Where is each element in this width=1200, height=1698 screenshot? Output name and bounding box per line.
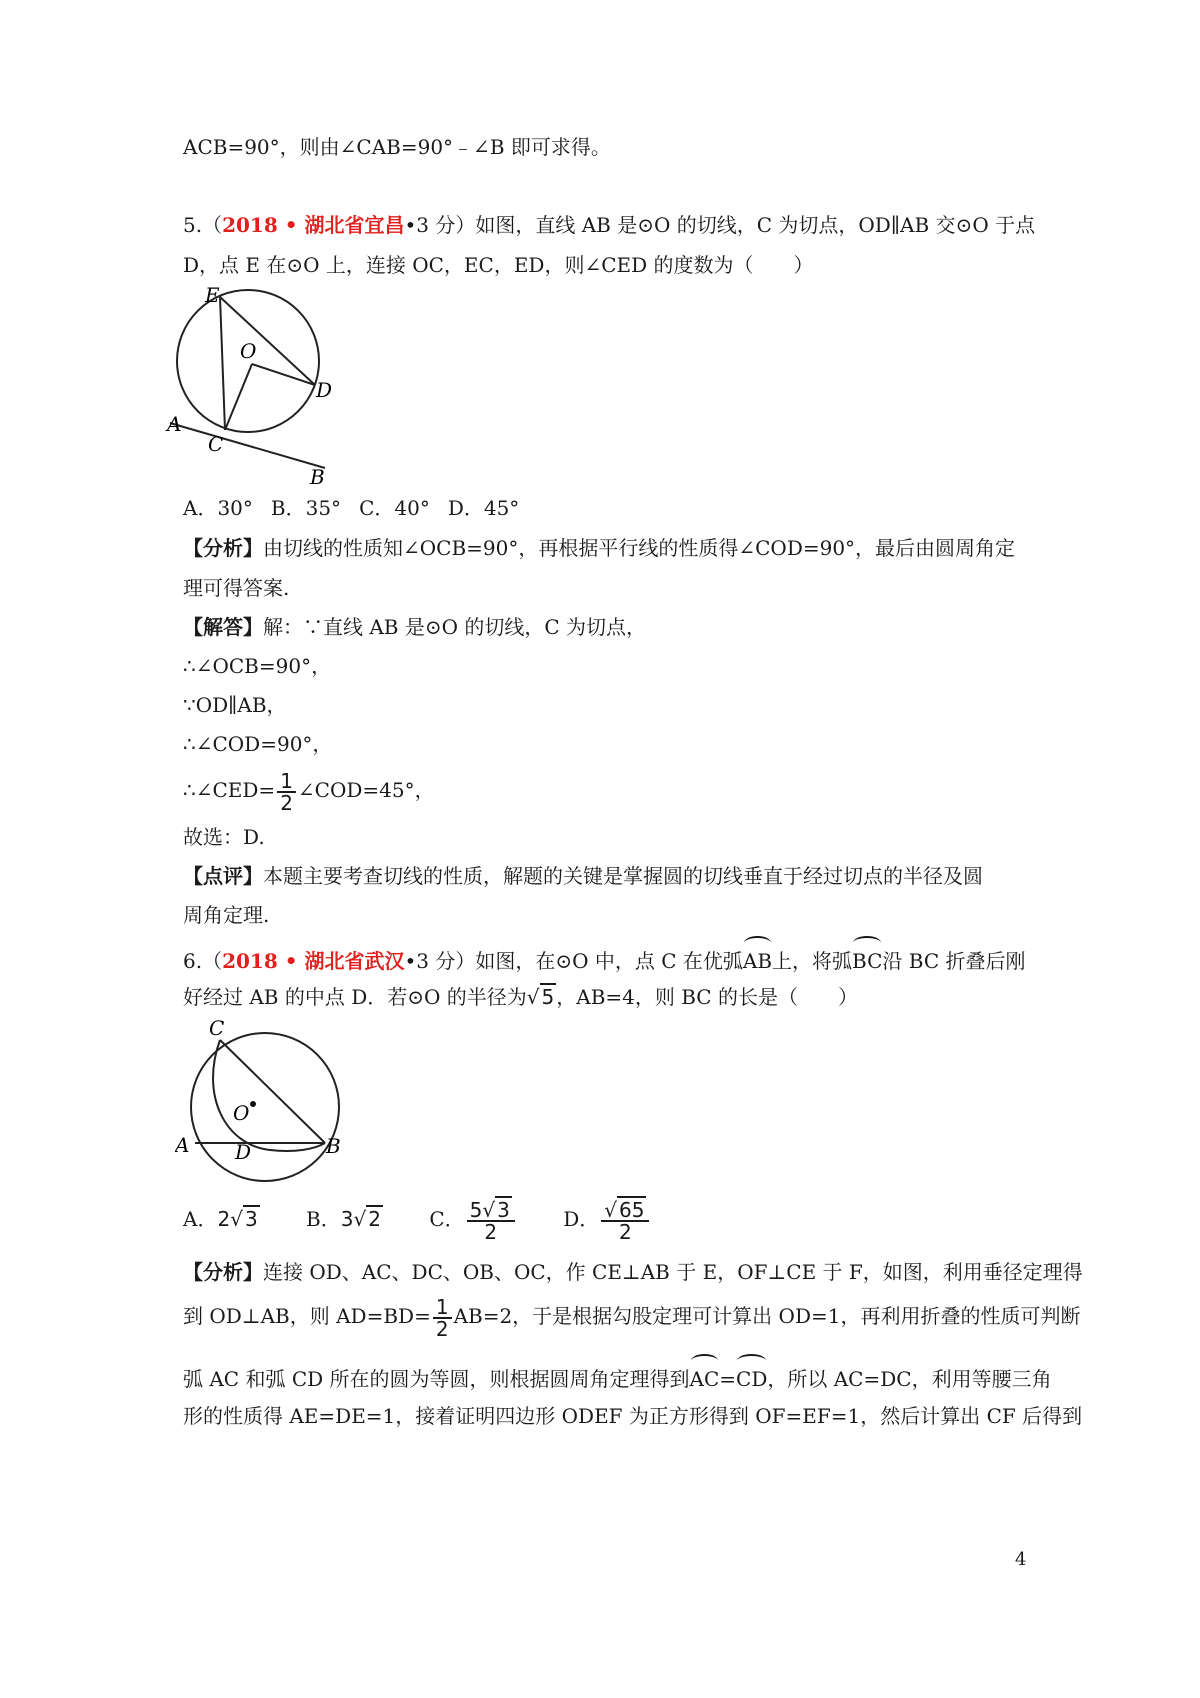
q5-source: • 湖北省宜昌 xyxy=(277,213,405,237)
q6-analysis-line1: 【分析】连接 OD、AC、DC、OB、OC，作 CE⊥AB 于 E，OF⊥CE 于 F，如图，利用垂径定理得 xyxy=(183,1260,1083,1284)
q6-arc-bc: BC xyxy=(852,942,882,976)
q6-label-b: B xyxy=(326,1134,341,1158)
q6-stem-line1: 6.（2018 • 湖北省武汉•3 分）如图，在⊙O 中，点 C 在优弧AB上，将弧BC沿 BC 折叠后刚 xyxy=(183,942,1026,976)
q5-year: 2018 xyxy=(222,213,278,237)
q6-choice-a: A．2√ 3 xyxy=(183,1207,258,1231)
q5-fraction: $\frac{1}{2}$ xyxy=(277,771,296,813)
q5-segment-ec xyxy=(220,297,225,430)
q6-label-c: C xyxy=(209,1016,225,1040)
q6-label-o: O xyxy=(233,1101,250,1125)
q6-arc-ab: AB xyxy=(743,942,772,976)
q6-circle xyxy=(191,1033,339,1181)
q5-label-d: D xyxy=(316,378,333,402)
q5-analysis-line2: 理可得答案. xyxy=(183,576,290,600)
q5-number: 5.（ xyxy=(183,213,223,237)
q5-choose: 故选：D. xyxy=(183,825,265,849)
q5-solution-line1: 【解答】解：∵直线 AB 是⊙O 的切线，C 为切点， xyxy=(183,615,647,639)
q6-analysis-line2: 到 OD⊥AB，则 AD=BD= $\frac{1}{2}$ AB=2，于是根据勾股定理可计算出 OD=1，再利用折叠的性质可判断 xyxy=(183,1294,1081,1341)
q5-choices xyxy=(183,493,537,523)
q5-analysis-line1: 【分析】由切线的性质知∠OCB=90°，再根据平行线的性质得∠COD=90°，最后由圆周角定 xyxy=(183,536,1016,560)
q6-sqrt5: √ 5 xyxy=(526,985,555,1009)
q5-choice-d: D．45° xyxy=(447,496,520,520)
q6-center-dot xyxy=(250,1101,256,1107)
continued-text: ACB=90°，则由∠CAB=90°﹣∠B 即可求得。 xyxy=(183,135,611,159)
q5-segment-oc xyxy=(225,364,252,430)
q5-stem-line1 xyxy=(183,210,1035,240)
q5-segment-od xyxy=(252,364,315,385)
q5-choice-b: B．35° xyxy=(270,496,342,520)
q5-step-2: ∵OD∥AB， xyxy=(183,693,287,717)
q6-label-a: A xyxy=(175,1133,190,1157)
q6-fraction: $\frac{1}{2}$ xyxy=(433,1297,452,1339)
q5-choice-a: A．30° xyxy=(183,496,253,520)
q6-stem-line2: 好经过 AB 的中点 D．若⊙O 的半径为√ 5 ，AB=4，则 BC 的长是（ ） xyxy=(183,982,858,1012)
q6-chord-bc xyxy=(220,1040,325,1143)
q5-label-o: O xyxy=(240,339,257,363)
q5-label-a: A xyxy=(167,412,182,436)
q5-label-b: B xyxy=(310,465,325,485)
q5-analysis-tag: 【分析】 xyxy=(183,536,263,560)
q6-analysis-line3: 弧 AC 和弧 CD 所在的圆为等圆，则根据圆周角定理得到AC=CD，所以 AC=DC，利用等腰三角 xyxy=(183,1360,1052,1394)
q6-analysis-line4: 形的性质得 AE=DE=1，接着证明四边形 ODEF 为正方形得到 OF=EF=1，然后计算出 CF 后得到 xyxy=(183,1404,1083,1428)
q6-folded-arc xyxy=(213,1040,325,1151)
q5-review-line2: 周角定理. xyxy=(183,903,270,927)
q5-step-4: ∴∠CED= $\frac{1}{2}$ ∠COD=45°， xyxy=(183,768,435,815)
q5-step-3: ∴∠COD=90°， xyxy=(183,732,333,756)
q5-solution-tag: 【解答】 xyxy=(183,615,263,639)
q5-step-1: ∴∠OCB=90°， xyxy=(183,654,332,678)
q6-arc-ac: AC xyxy=(690,1360,720,1394)
q5-choice-c: C．40° xyxy=(359,496,430,520)
q6-analysis-tag: 【分析】 xyxy=(183,1260,263,1284)
q6-choice-b: B．3√ 2 xyxy=(306,1207,381,1231)
q5-tangent-line xyxy=(170,423,325,468)
q6-choice-c: C． $\frac{5√ 3}{2}$ xyxy=(429,1195,517,1243)
q5-stem-text: •3 分）如图，直线 AB 是⊙O 的切线，C 为切点，OD∥AB 交⊙O 于点 xyxy=(404,213,1036,237)
q5-stem-line2: D，点 E 在⊙O 上，连接 OC，EC，ED，则∠CED 的度数为（ ） xyxy=(183,253,814,277)
q6-year: 2018 xyxy=(222,949,278,973)
q6-choice-d: D． $\frac{√ 65}{2}$ xyxy=(563,1195,651,1243)
q5-label-e: E xyxy=(205,285,220,307)
q6-label-d: D xyxy=(235,1140,252,1164)
page-number: 4 xyxy=(1015,1549,1027,1570)
q6-source: • 湖北省武汉 xyxy=(277,949,405,973)
q6-figure xyxy=(175,1015,365,1190)
q5-segment-ed xyxy=(220,297,315,385)
q6-arc-cd: CD xyxy=(736,1360,767,1394)
q5-label-c: C xyxy=(208,432,224,456)
q5-review-tag: 【点评】 xyxy=(183,864,263,888)
q5-review-line1: 【点评】本题主要考查切线的性质，解题的关键是掌握圆的切线垂直于经过切点的半径及圆 xyxy=(183,864,983,888)
q6-choices xyxy=(183,1195,669,1243)
q5-figure xyxy=(160,285,360,485)
